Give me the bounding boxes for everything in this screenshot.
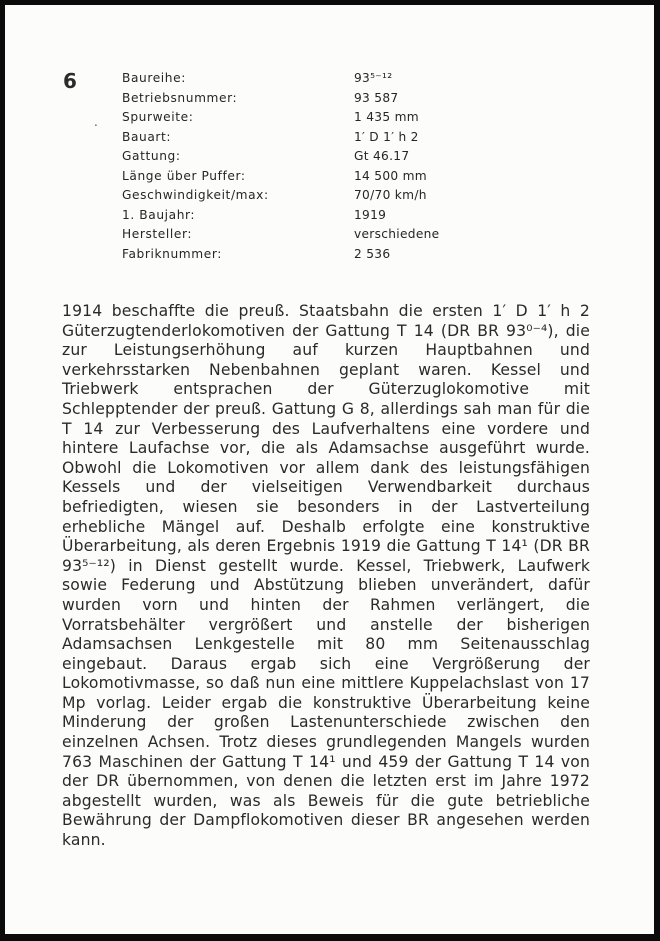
spec-value: 1 435 mm	[354, 110, 419, 124]
spec-label: Bauart:	[122, 129, 172, 144]
spec-row	[122, 147, 482, 167]
spec-label: Baureihe:	[122, 71, 186, 85]
card-number: 6	[63, 69, 77, 93]
spec-row	[122, 206, 482, 226]
margin-mark: .	[94, 115, 98, 129]
spec-value: 2 536	[354, 246, 391, 261]
spec-table	[122, 69, 482, 264]
spec-row	[122, 108, 482, 128]
spec-label: Gattung:	[122, 149, 181, 163]
spec-label: Spurweite:	[122, 110, 194, 124]
spec-label: Betriebsnummer:	[122, 90, 238, 105]
spec-value: 1919	[354, 207, 387, 222]
spec-label: Länge über Puffer:	[122, 168, 246, 183]
spec-label: 1. Baujahr:	[122, 207, 196, 222]
index-card	[5, 5, 654, 934]
spec-value: verschiedene	[354, 227, 440, 241]
spec-row	[122, 69, 482, 89]
spec-label: Geschwindigkeit/max:	[122, 188, 269, 202]
description-paragraph: 1914 beschaffte die preuß. Staatsbahn die ersten 1′ D 1′ h 2 Güterzugtenderlokomotiven der Gattung T 14 (DR BR 93⁰⁻⁴), die zur Leistungserhöhung auf kurzen Hauptbahnen und verkehrsstarken Nebenbahnen geplant waren. Kessel und Triebwerk entsprachen der Güterzuglokomotive mit Schlepptender der preuß. Gattung G 8, allerdings sah man für die T 14 zur Verbesserung des Laufverhaltens eine vordere und hintere Laufachse vor, die als Adamsachse ausgeführt wurde. Obwohl die Lokomotiven vor allem dank des leistungsfähigen Kessels und der vielseitigen Verwendbarkeit durchaus befriedigten, wiesen sie besonders in der Lastverteilung erhebliche Mängel auf. Deshalb erfolgte eine konstruktive Überarbeitung, als deren Ergebnis 1919 die Gattung T 14¹ (DR BR 93⁵⁻¹²) in Dienst gestellt wurde. Kessel, Triebwerk, Laufwerk sowie Federung und Abstützung blieben unverändert, dafür wurden vorn und hinten der Rahmen verlängert, die Vorratsbehälter vergrößert und anstelle der bisherigen Adamsachsen Lenkgestelle mit 80 mm Seitenausschlag eingebaut. Daraus ergab sich eine Vergrößerung der Lokomotivmasse, so daß nun eine mittlere Kuppelachslast von 17 Mp vorlag. Leider ergab die konstruktive Überarbeitung keine Minderung der großen Lastenunterschiede zwischen den einzelnen Achsen. Trotz dieses grundlegenden Mangels wurden 763 Maschinen der Gattung T 14¹ und 459 der Gattung T 14 von der DR übernommen, von denen die letzten erst im Jahre 1972 abgestellt wurden, was als Beweis für die gute betriebliche Bewährung der Dampflokomotiven dieser BR angesehen werden kann.	[62, 302, 590, 850]
spec-row	[122, 245, 482, 265]
spec-value: 70/70 km/h	[354, 188, 427, 202]
spec-value: 93 587	[354, 90, 399, 105]
spec-row	[122, 225, 482, 245]
spec-row	[122, 167, 482, 187]
spec-value: Gt 46.17	[354, 149, 410, 163]
spec-value: 1′ D 1′ h 2	[354, 129, 419, 144]
spec-row	[122, 128, 482, 148]
spec-value: 14 500 mm	[354, 168, 427, 183]
spec-label: Fabriknummer:	[122, 246, 222, 261]
spec-label: Hersteller:	[122, 227, 193, 241]
spec-value: 93⁵⁻¹²	[354, 71, 393, 85]
spec-row	[122, 89, 482, 109]
spec-row	[122, 186, 482, 206]
